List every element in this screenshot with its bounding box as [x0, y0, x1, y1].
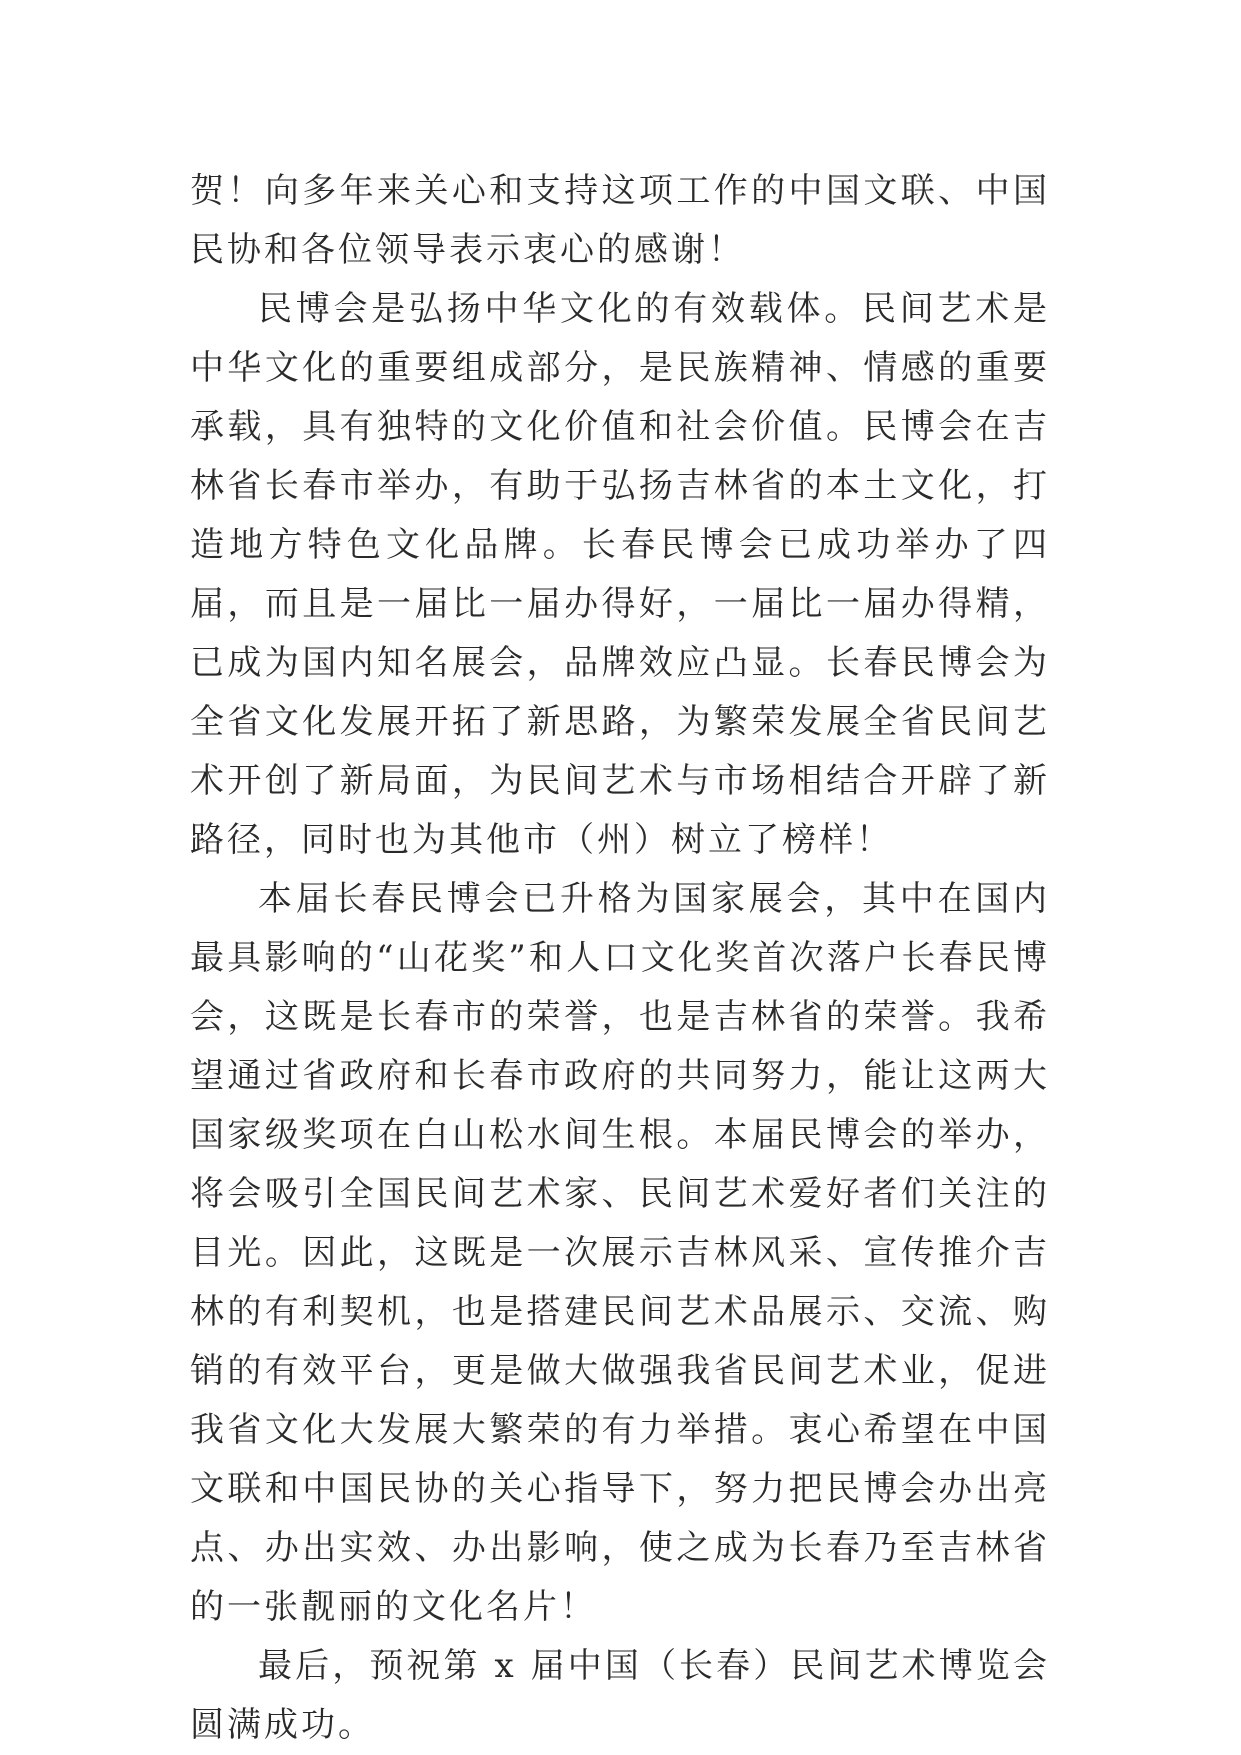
body-text	[190, 162, 1050, 1755]
paragraph-final-wishes: 最后，预祝第 x 届中国（长春）民间艺术博览会圆满成功。	[190, 1646, 1050, 1745]
paragraph-closing-thanks: 贺！向多年来关心和支持这项工作的中国文联、中国民协和各位领导表示衷心的感谢！	[190, 171, 1050, 270]
paragraph-national-upgrade: 本届长春民博会已升格为国家展会，其中在国内最具影响的“山花奖”和人口文化奖首次落户长春民博会，这既是长春市的荣誉，也是吉林省的荣誉。我希望通过省政府和长春市政府的共同努力，能让这两大国家级奖项在白山松水间生根。本届民博会的举办，将会吸引全国民间艺术家、民间艺术爱好者们关注的目光。因此，这既是一次展示吉林风采、宣传推介吉林的有利契机，也是搭建民间艺术品展示、交流、购销的有效平台，更是做大做强我省民间艺术业，促进我省文化大发展大繁荣的有力举措。衷心希望在中国文联和中国民协的关心指导下，努力把民博会办出亮点、办出实效、办出影响，使之成为长春乃至吉林省的一张靓丽的文化名片！	[190, 879, 1050, 1627]
paragraph-expo-significance: 民博会是弘扬中华文化的有效载体。民间艺术是中华文化的重要组成部分，是民族精神、情感的重要承载，具有独特的文化价值和社会价值。民博会在吉林省长春市举办，有助于弘扬吉林省的本土文化，打造地方特色文化品牌。长春民博会已成功举办了四届，而且是一届比一届办得好，一届比一届办得精，已成为国内知名展会，品牌效应凸显。长春民博会为全省文化发展开拓了新思路，为繁荣发展全省民间艺术开创了新局面，为民间艺术与市场相结合开辟了新路径，同时也为其他市（州）树立了榜样！	[190, 289, 1050, 860]
